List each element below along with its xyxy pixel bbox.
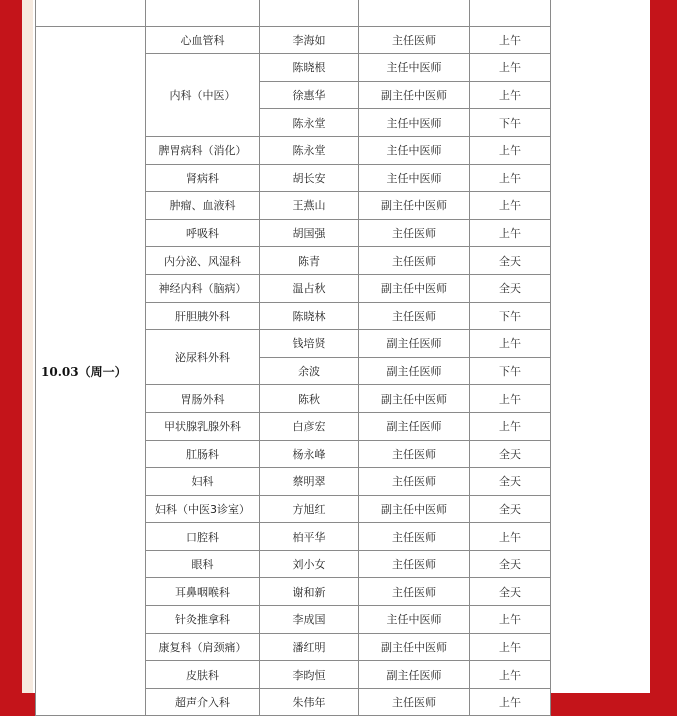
doctor-cell: 谢和新	[260, 578, 359, 606]
doctor-cell: 胡国强	[260, 219, 359, 247]
department-cell: 口腔科	[146, 523, 260, 551]
title-cell: 主任医师	[359, 688, 470, 716]
title-cell: 副主任中医师	[359, 495, 470, 523]
department-cell: 皮肤科	[146, 661, 260, 689]
time-cell: 上午	[470, 330, 551, 358]
title-cell: 副主任中医师	[359, 81, 470, 109]
schedule-table	[35, 0, 551, 716]
title-cell	[359, 0, 470, 26]
time-cell: 上午	[470, 164, 551, 192]
doctor-cell: 徐惠华	[260, 81, 359, 109]
time-cell: 全天	[470, 468, 551, 496]
doctor-cell: 陈永堂	[260, 109, 359, 137]
doctor-cell: 王燕山	[260, 192, 359, 220]
title-cell: 主任医师	[359, 219, 470, 247]
department-cell: 肿瘤、血液科	[146, 192, 260, 220]
time-cell	[470, 0, 551, 26]
title-cell: 副主任中医师	[359, 274, 470, 302]
doctor-cell: 朱伟年	[260, 688, 359, 716]
doctor-cell	[260, 0, 359, 26]
doctor-cell: 陈永堂	[260, 136, 359, 164]
doctor-cell: 杨永峰	[260, 440, 359, 468]
doctor-cell: 方旭红	[260, 495, 359, 523]
department-cell: 脾胃病科（消化）	[146, 136, 260, 164]
doctor-cell: 胡长安	[260, 164, 359, 192]
time-cell: 上午	[470, 606, 551, 634]
title-cell: 副主任医师	[359, 357, 470, 385]
time-cell: 全天	[470, 274, 551, 302]
time-cell: 全天	[470, 440, 551, 468]
department-cell: 肝胆胰外科	[146, 302, 260, 330]
title-cell: 主任医师	[359, 247, 470, 275]
department-cell: 内分泌、风湿科	[146, 247, 260, 275]
department-cell	[146, 0, 260, 26]
title-cell: 主任中医师	[359, 606, 470, 634]
department-cell: 内科（中医）	[146, 54, 260, 137]
time-cell: 上午	[470, 385, 551, 413]
title-cell: 副主任医师	[359, 330, 470, 358]
date-cell-prev	[36, 0, 146, 26]
department-cell: 心血管科	[146, 26, 260, 54]
time-cell: 下午	[470, 357, 551, 385]
time-cell: 下午	[470, 109, 551, 137]
doctor-cell: 余波	[260, 357, 359, 385]
time-cell: 上午	[470, 136, 551, 164]
department-cell: 妇科	[146, 468, 260, 496]
time-cell: 下午	[470, 302, 551, 330]
time-cell: 上午	[470, 412, 551, 440]
doctor-cell: 温占秋	[260, 274, 359, 302]
doctor-cell: 蔡明翠	[260, 468, 359, 496]
doctor-cell: 刘小女	[260, 550, 359, 578]
doctor-cell: 李海如	[260, 26, 359, 54]
department-cell: 肛肠科	[146, 440, 260, 468]
doctor-cell: 钱培贤	[260, 330, 359, 358]
title-cell: 主任医师	[359, 550, 470, 578]
doctor-cell: 陈秋	[260, 385, 359, 413]
department-cell: 针灸推拿科	[146, 606, 260, 634]
department-cell: 妇科（中医3诊室）	[146, 495, 260, 523]
title-cell: 主任医师	[359, 26, 470, 54]
doctor-cell: 李昀恒	[260, 661, 359, 689]
doctor-cell: 陈晓根	[260, 54, 359, 82]
time-cell: 上午	[470, 688, 551, 716]
time-cell: 上午	[470, 633, 551, 661]
time-cell: 上午	[470, 54, 551, 82]
title-cell: 主任中医师	[359, 109, 470, 137]
department-cell: 康复科（肩颈痛）	[146, 633, 260, 661]
schedule-body	[36, 0, 551, 716]
title-cell: 主任医师	[359, 578, 470, 606]
doctor-cell: 白彦宏	[260, 412, 359, 440]
time-cell: 上午	[470, 26, 551, 54]
time-cell: 上午	[470, 661, 551, 689]
title-cell: 主任中医师	[359, 164, 470, 192]
department-cell: 泌尿科外科	[146, 330, 260, 385]
doctor-cell: 柏平华	[260, 523, 359, 551]
title-cell: 副主任医师	[359, 661, 470, 689]
department-cell: 耳鼻咽喉科	[146, 578, 260, 606]
department-cell: 眼科	[146, 550, 260, 578]
time-cell: 全天	[470, 550, 551, 578]
title-cell: 主任医师	[359, 302, 470, 330]
title-cell: 主任医师	[359, 468, 470, 496]
department-cell: 超声介入科	[146, 688, 260, 716]
doctor-cell: 李成国	[260, 606, 359, 634]
date-cell: 10.03（周一）	[36, 26, 146, 716]
department-cell: 胃肠外科	[146, 385, 260, 413]
doctor-cell: 陈青	[260, 247, 359, 275]
department-cell: 呼吸科	[146, 219, 260, 247]
title-cell: 副主任中医师	[359, 633, 470, 661]
table-row	[36, 0, 551, 26]
time-cell: 上午	[470, 81, 551, 109]
time-cell: 上午	[470, 219, 551, 247]
doctor-cell: 陈晓林	[260, 302, 359, 330]
department-cell: 肾病科	[146, 164, 260, 192]
department-cell: 神经内科（脑病）	[146, 274, 260, 302]
time-cell: 全天	[470, 247, 551, 275]
title-cell: 副主任中医师	[359, 192, 470, 220]
title-cell: 主任中医师	[359, 136, 470, 164]
title-cell: 副主任医师	[359, 412, 470, 440]
time-cell: 全天	[470, 578, 551, 606]
title-cell: 副主任中医师	[359, 385, 470, 413]
title-cell: 主任医师	[359, 440, 470, 468]
time-cell: 上午	[470, 523, 551, 551]
table-row	[36, 26, 551, 54]
time-cell: 上午	[470, 192, 551, 220]
title-cell: 主任医师	[359, 523, 470, 551]
time-cell: 全天	[470, 495, 551, 523]
title-cell: 主任中医师	[359, 54, 470, 82]
doctor-cell: 潘红明	[260, 633, 359, 661]
department-cell: 甲状腺乳腺外科	[146, 412, 260, 440]
